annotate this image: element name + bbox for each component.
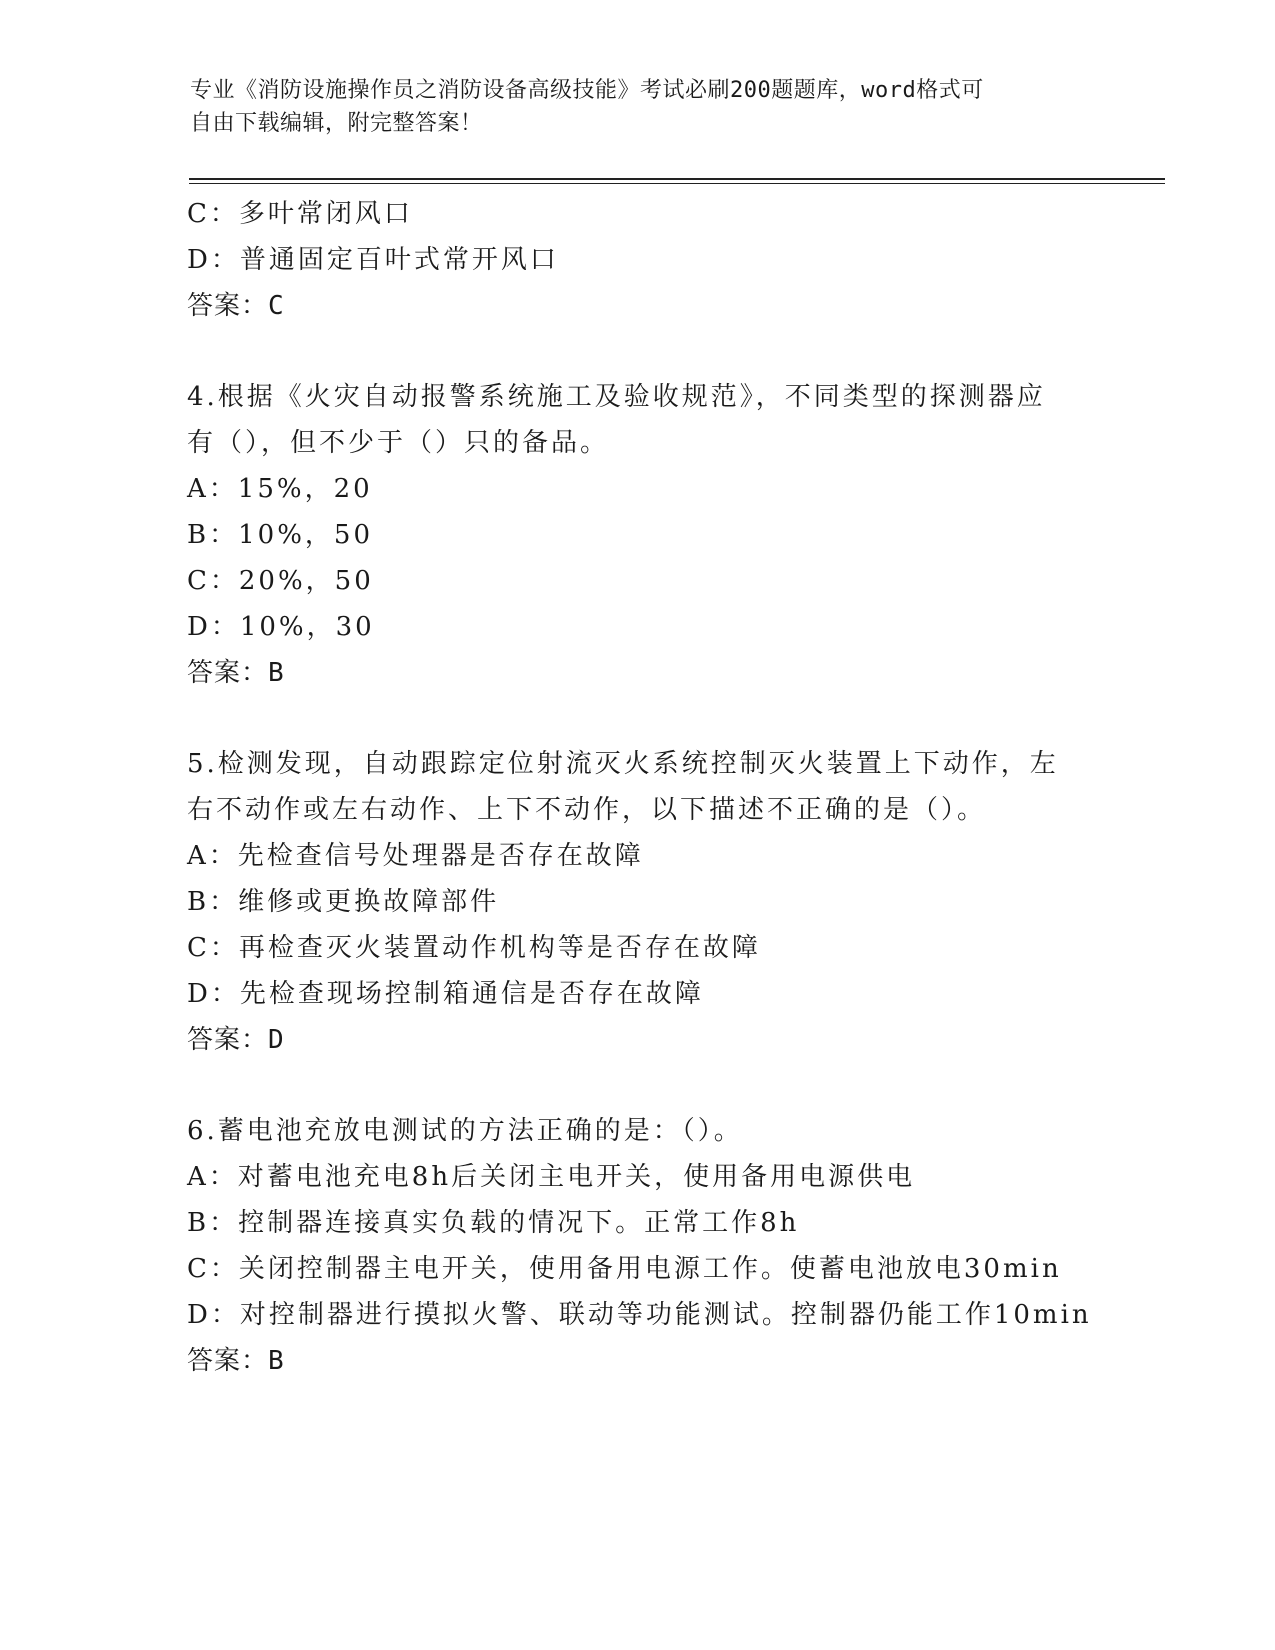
answer-line: 答案：C xyxy=(187,291,285,321)
option-a: A：15%，20 xyxy=(187,474,373,504)
option-d: D：先检查现场控制箱通信是否存在故障 xyxy=(187,979,704,1009)
answer-line: 答案：B xyxy=(187,1346,285,1376)
header-divider-thin xyxy=(189,183,1165,184)
question-3-fragment xyxy=(187,191,1147,329)
answer-line: 答案：B xyxy=(187,658,285,688)
question-stem-continued: 右不动作或左右动作、上下不动作，以下描述不正确的是（）。 xyxy=(187,795,987,825)
option-c: C：多叶常闭风口 xyxy=(187,199,413,229)
option-c: C：再检查灭火装置动作机构等是否存在故障 xyxy=(187,933,761,963)
header-divider-thick xyxy=(189,178,1165,180)
option-a: A：先检查信号处理器是否存在故障 xyxy=(187,841,644,871)
option-d: D：普通固定百叶式常开风口 xyxy=(187,245,559,275)
spacer xyxy=(187,1063,1147,1108)
option-c: C：关闭控制器主电开关，使用备用电源工作。使蓄电池放电30min xyxy=(187,1254,1062,1284)
header-line-2: 自由下载编辑，附完整答案！ xyxy=(190,111,483,136)
question-stem: 5.检测发现，自动跟踪定位射流灭火系统控制灭火装置上下动作，左 xyxy=(187,749,1059,779)
question-4 xyxy=(187,374,1147,696)
option-a: A：对蓄电池充电8h后关闭主电开关，使用备用电源供电 xyxy=(187,1162,916,1192)
option-b: B：控制器连接真实负载的情况下。正常工作8h xyxy=(187,1208,800,1238)
question-5 xyxy=(187,741,1147,1063)
header-line-1: 专业《消防设施操作员之消防设备高级技能》考试必刷200题题库，word格式可 xyxy=(190,78,984,103)
document-header xyxy=(190,74,1090,140)
question-stem-continued: 有（），但不少于（）只的备品。 xyxy=(187,428,610,458)
question-stem: 4.根据《火灾自动报警系统施工及验收规范》，不同类型的探测器应 xyxy=(187,382,1046,412)
option-d: D：10%，30 xyxy=(187,612,375,642)
question-6 xyxy=(187,1108,1147,1384)
option-c: C：20%，50 xyxy=(187,566,374,596)
spacer xyxy=(187,696,1147,741)
option-b: B：维修或更换故障部件 xyxy=(187,887,500,917)
spacer xyxy=(187,329,1147,374)
option-d: D：对控制器进行摸拟火警、联动等功能测试。控制器仍能工作10min xyxy=(187,1300,1092,1330)
question-stem: 6.蓄电池充放电测试的方法正确的是：（）。 xyxy=(187,1116,743,1146)
question-list xyxy=(187,191,1147,1384)
answer-line: 答案：D xyxy=(187,1025,285,1055)
option-b: B：10%，50 xyxy=(187,520,373,550)
